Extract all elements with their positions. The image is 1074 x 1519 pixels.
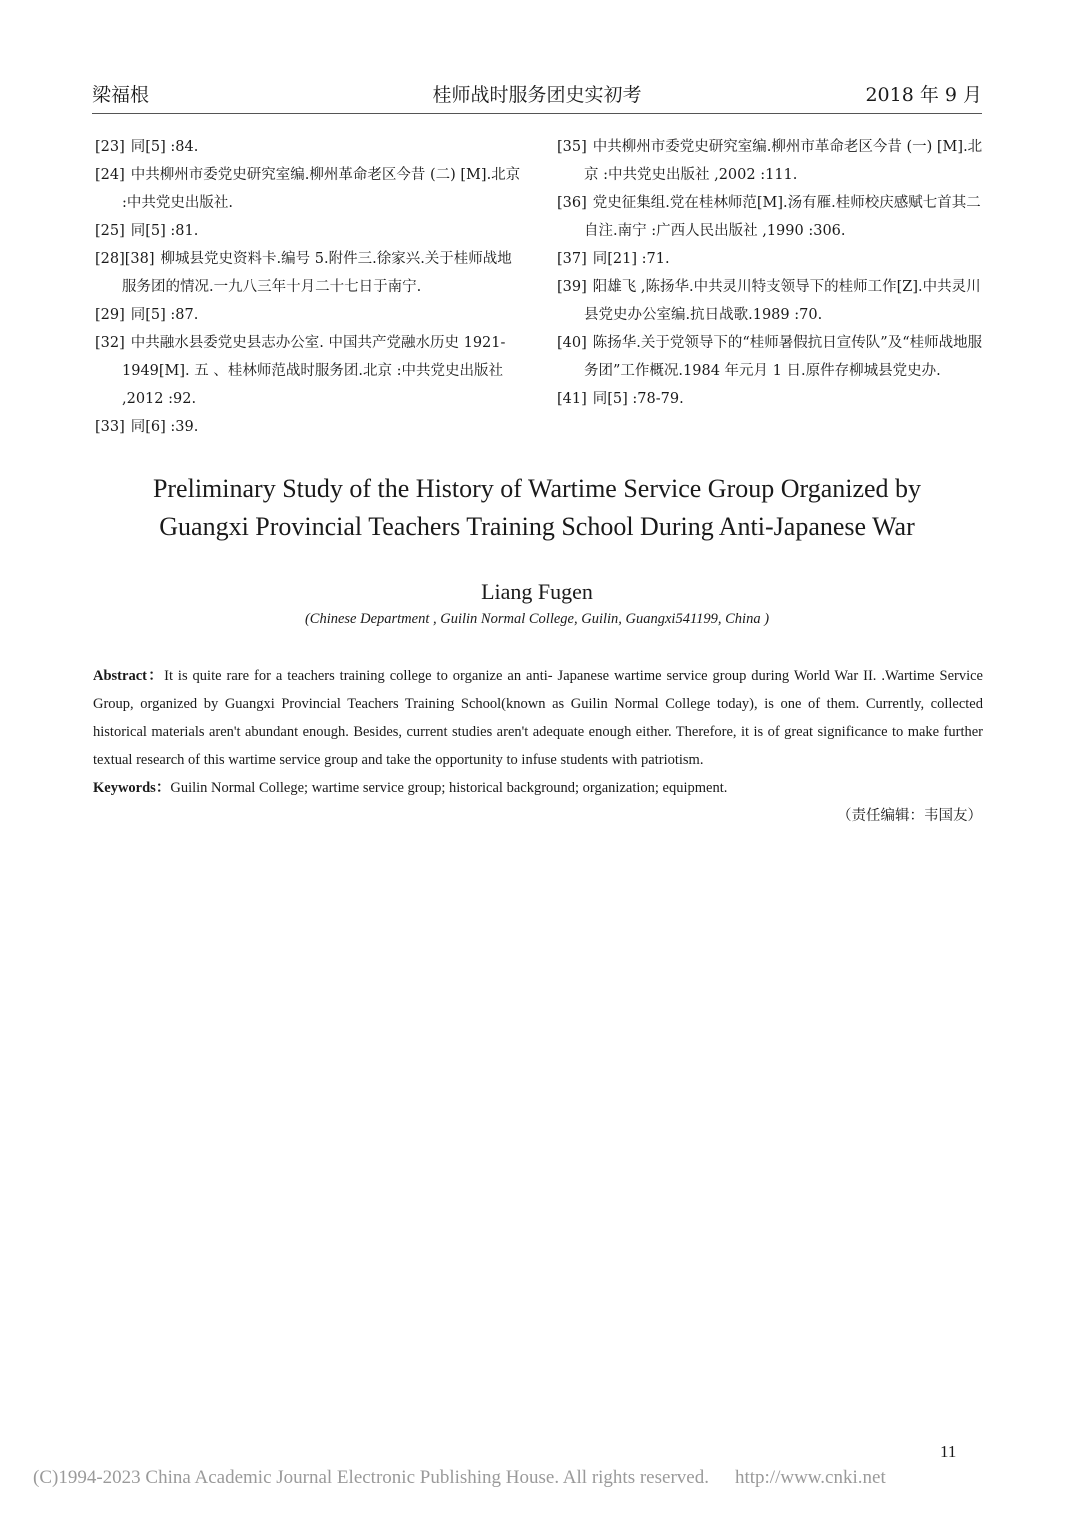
- english-abstract: [93, 662, 983, 774]
- copyright-text: (C)1994-2023 China Academic Journal Electronic Publishing House. All rights reserved.: [33, 1467, 709, 1488]
- reference-item: [37] 同[21] :71.: [557, 251, 670, 267]
- header-title: 桂师战时服务团史实初考: [432, 84, 642, 106]
- reference-item: [40] 陈扬华.关于党领导下的“桂师暑假抗日宣传队”及“桂师战地服务团”工作概况.1984 年元月 1 日.原件存柳城县党史办.: [557, 335, 983, 379]
- page-number: 11: [940, 1442, 957, 1461]
- references-right-column: [557, 133, 987, 413]
- keywords-text: Guilin Normal College; wartime service group; historical background; organization; equipment.: [170, 780, 728, 796]
- reference-item: [33] 同[6] :39.: [95, 419, 199, 435]
- reference-item: [41] 同[5] :78-79.: [557, 391, 684, 407]
- reference-item: [39] 阳雄飞 ,陈扬华.中共灵川特支领导下的桂师工作[Z].中共灵川县党史办公室编.抗日战歌.1989 :70.: [557, 279, 981, 323]
- keywords-label: Keywords：: [93, 780, 171, 796]
- abstract-text: It is quite rare for a teachers training college to organize an anti- Japanese wartime service group during World War II. .Wartime Service Group, organized by Guangxi Provincial Teachers Training School(known as Guilin Normal College today), is one of them. Currently, collected historical materials aren't abundant enough. Besides, current studies aren't adequate enough either. Therefore, it is of great significance to make further textual research of this wartime service group and take the opportunity to infuse students with patriotism.: [93, 668, 983, 768]
- reference-item: [35] 中共柳州市委党史研究室编.柳州市革命老区今昔 (一) [M].北京 :中共党史出版社 ,2002 :111.: [557, 139, 983, 183]
- english-title: [80, 470, 994, 546]
- running-header: [92, 80, 982, 110]
- reference-item: [23] 同[5] :84.: [95, 139, 199, 155]
- header-date: 2018 年 9 月: [865, 84, 982, 106]
- english-keywords: [93, 774, 983, 802]
- references-left-column: [95, 133, 525, 441]
- footer-copyright: [33, 1465, 886, 1491]
- english-title-line-1: Preliminary Study of the History of Wartime Service Group Organized by: [152, 474, 922, 503]
- reference-item: [32] 中共融水县委党史县志办公室. 中国共产党融水历史 1921-1949[M]. 五 、桂林师范战时服务团.北京 :中共党史出版社 ,2012 :92.: [95, 335, 506, 407]
- header-author: 梁福根: [92, 84, 150, 106]
- reference-item: [25] 同[5] :81.: [95, 223, 199, 239]
- english-affiliation: (Chinese Department , Guilin Normal College, Guilin, Guangxi541199, China ): [304, 611, 770, 627]
- reference-item: [36] 党史征集组.党在桂林师范[M].汤有雁.桂师校庆感赋七首其二自注.南宁 :广西人民出版社 ,1990 :306.: [557, 195, 981, 239]
- header-rule: [92, 113, 982, 114]
- abstract-label: Abstract：: [93, 668, 165, 684]
- footer-url: http://www.cnki.net: [734, 1467, 886, 1488]
- english-title-line-2: Guangxi Provincial Teachers Training School During Anti-Japanese War: [159, 512, 915, 541]
- reference-item: [29] 同[5] :87.: [95, 307, 199, 323]
- reference-item: [24] 中共柳州市委党史研究室编.柳州革命老区今昔 (二) [M].北京 :中共党史出版社.: [95, 167, 521, 211]
- english-author: Liang Fugen: [481, 579, 593, 604]
- editor-note: （责任编辑：韦国友）: [837, 808, 982, 824]
- reference-item: [28][38] 柳城县党史资料卡.编号 5.附件三.徐家兴.关于桂师战地服务团的情况.一九八三年十月二十七日于南宁.: [95, 251, 512, 295]
